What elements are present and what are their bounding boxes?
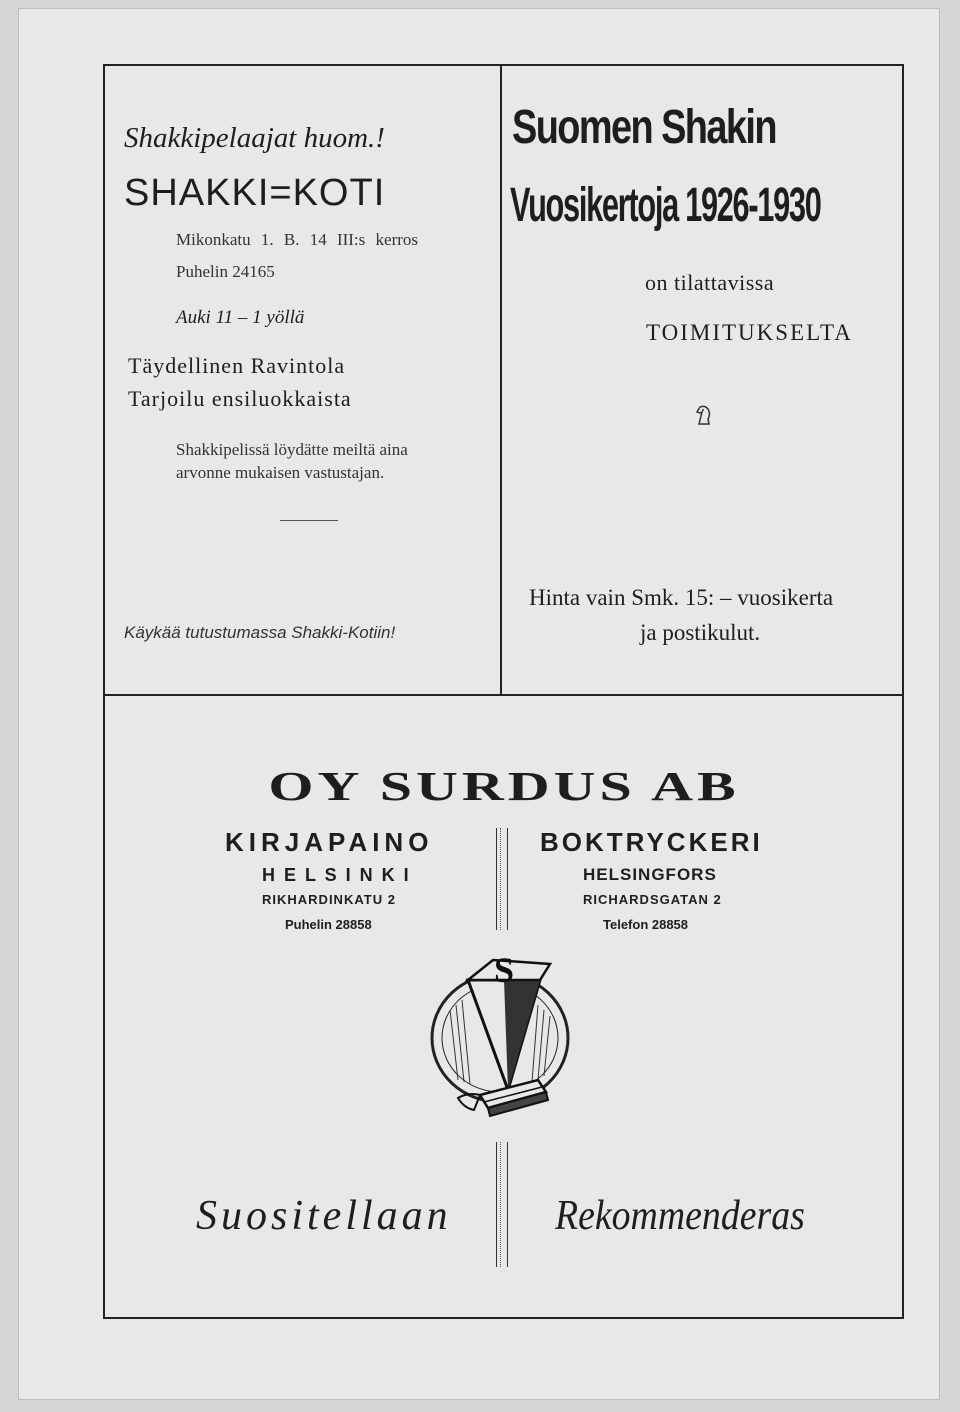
- puhelin-phone: Puhelin 28858: [285, 917, 372, 932]
- shakki-footer: Käykää tutustumassa Shakki-Kotiin!: [124, 623, 396, 642]
- ad-frame: [103, 64, 904, 1319]
- tilattavissa-text: on tilattavissa: [645, 270, 775, 295]
- shakki-restaurant: Täydellinen Ravintola: [128, 353, 346, 378]
- shakki-phone: Puhelin 24165: [176, 262, 275, 281]
- boktryckeri-title: BOKTRYCKERI: [540, 827, 763, 857]
- telefon-phone: Telefon 28858: [603, 917, 689, 932]
- helsingfors-city: HELSINGFORS: [583, 865, 717, 884]
- kirjapaino-title: KIRJAPAINO: [225, 827, 434, 857]
- rekommenderas-slogan: Rekommenderas: [555, 1193, 805, 1239]
- rikhardinkatu-address: RIKHARDINKATU 2: [262, 892, 396, 907]
- column-separator-top: [496, 828, 508, 930]
- surdus-company-name: OY SURDUS AB: [268, 762, 740, 810]
- price-line2: ja postikulut.: [640, 620, 761, 645]
- shakki-address: Mikonkatu 1. B. 14 III:s kerros: [176, 230, 419, 249]
- price-line1: Hinta vain Smk. 15: – vuosikerta: [529, 585, 834, 610]
- shakki-description-line2: arvonne mukaisen vastustajan.: [176, 463, 385, 482]
- shakki-heading: Shakkipelaajat huom.!: [124, 122, 385, 154]
- shakki-hours: Auki 11 – 1 yöllä: [176, 307, 305, 328]
- suositellaan-slogan: Suositellaan: [196, 1193, 452, 1239]
- logo-letter: S: [494, 950, 515, 990]
- shakki-description-line1: Shakkipelissä löydätte meiltä aina: [176, 440, 408, 459]
- surdus-logo-icon: [428, 950, 578, 1120]
- knight-icon: [694, 404, 714, 426]
- shakki-koti-name: SHAKKI=KOTI: [124, 172, 386, 214]
- shakki-service: Tarjoilu ensiluokkaista: [128, 386, 352, 411]
- column-separator-bottom: [496, 1142, 508, 1267]
- helsinki-city: H E L S I N K I: [262, 865, 411, 885]
- richardsgatan-address: RICHARDSGATAN 2: [583, 892, 722, 907]
- divider-horizontal: [103, 694, 904, 696]
- vuosikerta-title-line1: Suomen Shakin: [512, 101, 776, 154]
- vuosikerta-title-line2: Vuosikertoja 1926-1930: [510, 179, 821, 232]
- toimitukselta-text: TOIMITUKSELTA: [646, 320, 853, 345]
- small-rule: [280, 520, 338, 521]
- top-divider-vertical: [500, 64, 502, 696]
